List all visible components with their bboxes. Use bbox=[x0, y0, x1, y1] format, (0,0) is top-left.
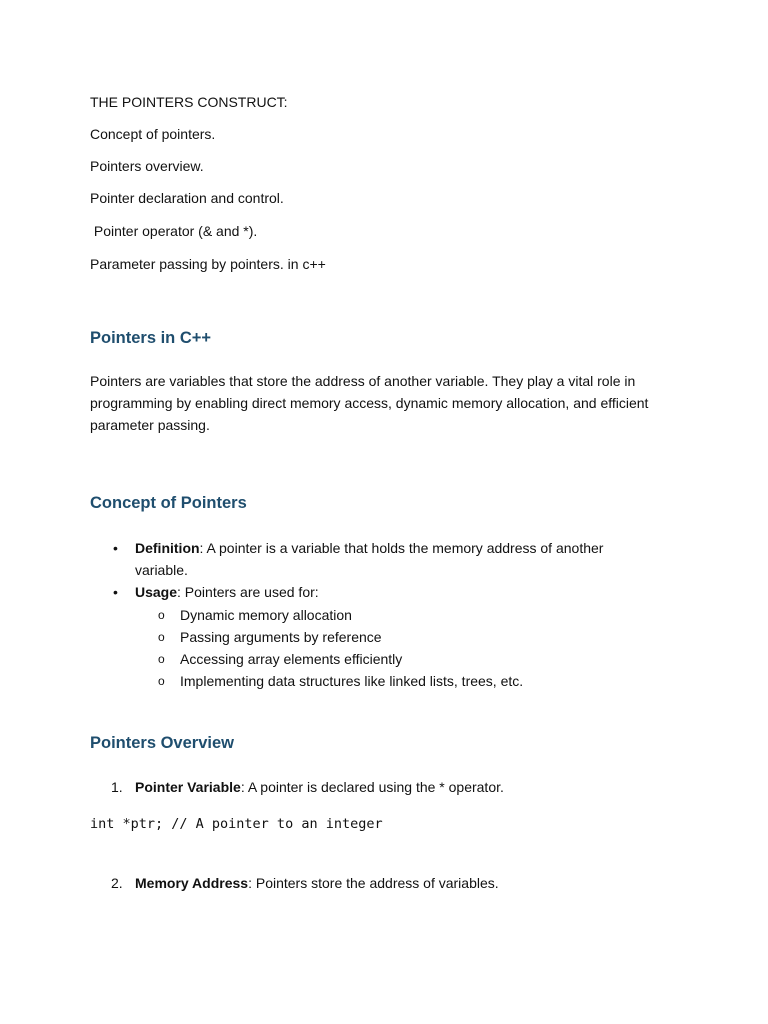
sub-list-item bbox=[158, 604, 352, 626]
sub-list-item bbox=[158, 670, 524, 692]
toc-item: Pointer declaration and control. bbox=[90, 190, 284, 206]
toc-item: Pointers overview. bbox=[90, 158, 204, 174]
sub-list-text: Implementing data structures like linked lists, trees, etc. bbox=[180, 673, 524, 689]
sub-bullet-marker: o bbox=[158, 652, 165, 666]
list-item bbox=[113, 581, 655, 603]
sub-list-item bbox=[158, 648, 403, 670]
sub-bullet-marker: o bbox=[158, 630, 165, 644]
bullet-term: Definition bbox=[135, 540, 200, 556]
numbered-term: Pointer Variable bbox=[135, 779, 241, 795]
toc-title: THE POINTERS CONSTRUCT: bbox=[90, 94, 288, 110]
code-snippet: int *ptr; // A pointer to an integer bbox=[90, 816, 383, 832]
numbered-text: : A pointer is declared using the * operator. bbox=[240, 779, 504, 795]
bullet-marker: • bbox=[113, 540, 118, 556]
toc-item: Concept of pointers. bbox=[90, 126, 216, 142]
sub-list-text: Passing arguments by reference bbox=[180, 629, 382, 645]
bullet-marker: • bbox=[113, 584, 118, 600]
sub-bullet-marker: o bbox=[158, 674, 165, 688]
numbered-list-item bbox=[111, 872, 499, 894]
section-heading-overview: Pointers Overview bbox=[90, 734, 234, 752]
intro-paragraph: Pointers are variables that store the address of another variable. They play a vital role in programming by enabling direct memory access, dynamic memory allocation, and efficient parameter passing. bbox=[90, 373, 649, 433]
section-heading-concept: Concept of Pointers bbox=[90, 494, 247, 512]
bullet-term: Usage bbox=[135, 584, 178, 600]
bullet-text: : Pointers are used for: bbox=[177, 584, 319, 600]
list-number: 2. bbox=[111, 875, 123, 891]
list-number: 1. bbox=[111, 779, 123, 795]
list-item bbox=[113, 537, 655, 581]
sub-list-item bbox=[158, 626, 382, 648]
sub-list-text: Dynamic memory allocation bbox=[180, 607, 352, 623]
numbered-term: Memory Address bbox=[135, 875, 249, 891]
numbered-text: : Pointers store the address of variables. bbox=[248, 875, 499, 891]
toc-item: Parameter passing by pointers. in c++ bbox=[90, 256, 326, 272]
section-heading-intro: Pointers in C++ bbox=[90, 329, 212, 347]
bullet-text: : A pointer is a variable that holds the memory address of another variable. bbox=[135, 540, 604, 578]
toc-item: Pointer operator (& and *). bbox=[90, 223, 258, 239]
numbered-list-item bbox=[111, 776, 504, 798]
sub-bullet-marker: o bbox=[158, 608, 165, 622]
sub-list-text: Accessing array elements efficiently bbox=[180, 651, 403, 667]
